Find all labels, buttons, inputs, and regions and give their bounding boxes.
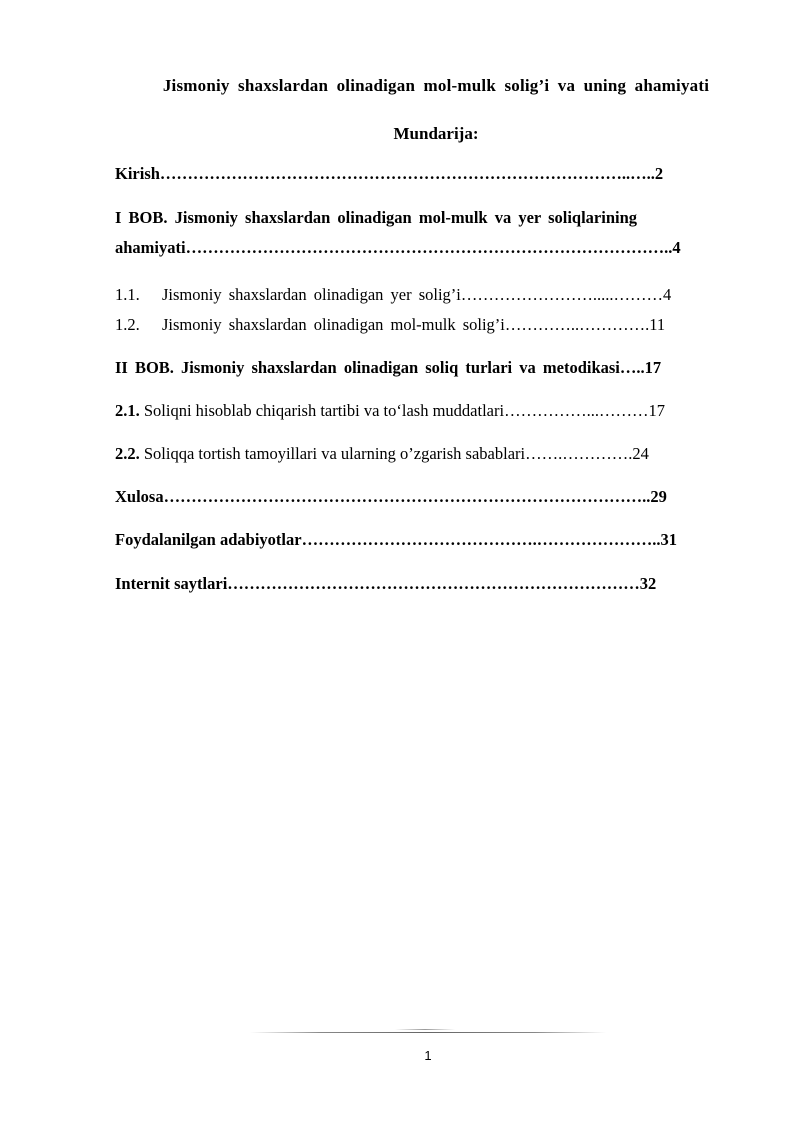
toc-entry-1-2 <box>115 315 741 335</box>
document-title: Jismoniy shaxslardan olinadigan mol-mulk solig’i va uning ahamiyati <box>162 76 710 95</box>
toc-entry-internit: Internit saytlari…………………………………………………………………32 <box>115 574 657 593</box>
toc-entry-xulosa: Xulosa……………………………………………………………………………..29 <box>115 487 667 506</box>
toc-entry-text: Soliqni hisoblab chiqarish tartibi va to‘lash muddatlari……………...………17 <box>139 401 665 420</box>
toc-entry-number: 2.2. <box>115 444 140 463</box>
toc-entry-kirish: Kirish…………………………………………………………………………..…..2 <box>115 164 664 183</box>
page-number: 1 <box>424 1048 432 1063</box>
toc-entry-2-1 <box>115 401 741 421</box>
toc-entry-number: 1.1. <box>115 285 140 304</box>
toc-entry-text: Soliqqa tortish tamoyillari va ularning o’zgarish sabablari…….………….24 <box>139 444 649 463</box>
toc-entry-2-2 <box>115 444 741 464</box>
toc-entry-bob1-line2: ahamiyati……………………………………………………………………………..4 <box>115 238 681 257</box>
toc-entry-adabiyotlar: Foydalanilgan adabiyotlar…………………………………….…………………..31 <box>115 530 677 549</box>
toc-entry-number: 1.2. <box>115 315 140 334</box>
toc-entry-bob2: II BOB. Jismoniy shaxslardan olinadigan soliq turlari va metodikasi…..17 <box>115 358 662 377</box>
footer-divider <box>250 1032 606 1033</box>
toc-heading: Mundarija: <box>393 124 479 143</box>
toc-entry-bob1-line1: I BOB. Jismoniy shaxslardan olinadigan mol-mulk va yer soliqlarining <box>115 208 638 227</box>
toc-entry-1-1 <box>115 285 741 305</box>
toc-entry-text: Jismoniy shaxslardan olinadigan yer solig’i…………………….....………4 <box>162 285 672 304</box>
footer-divider-accent <box>395 1029 455 1030</box>
toc-entry-number: 2.1. <box>115 401 140 420</box>
toc-entry-text: Jismoniy shaxslardan olinadigan mol-mulk solig’i…………..………….11 <box>162 315 666 334</box>
